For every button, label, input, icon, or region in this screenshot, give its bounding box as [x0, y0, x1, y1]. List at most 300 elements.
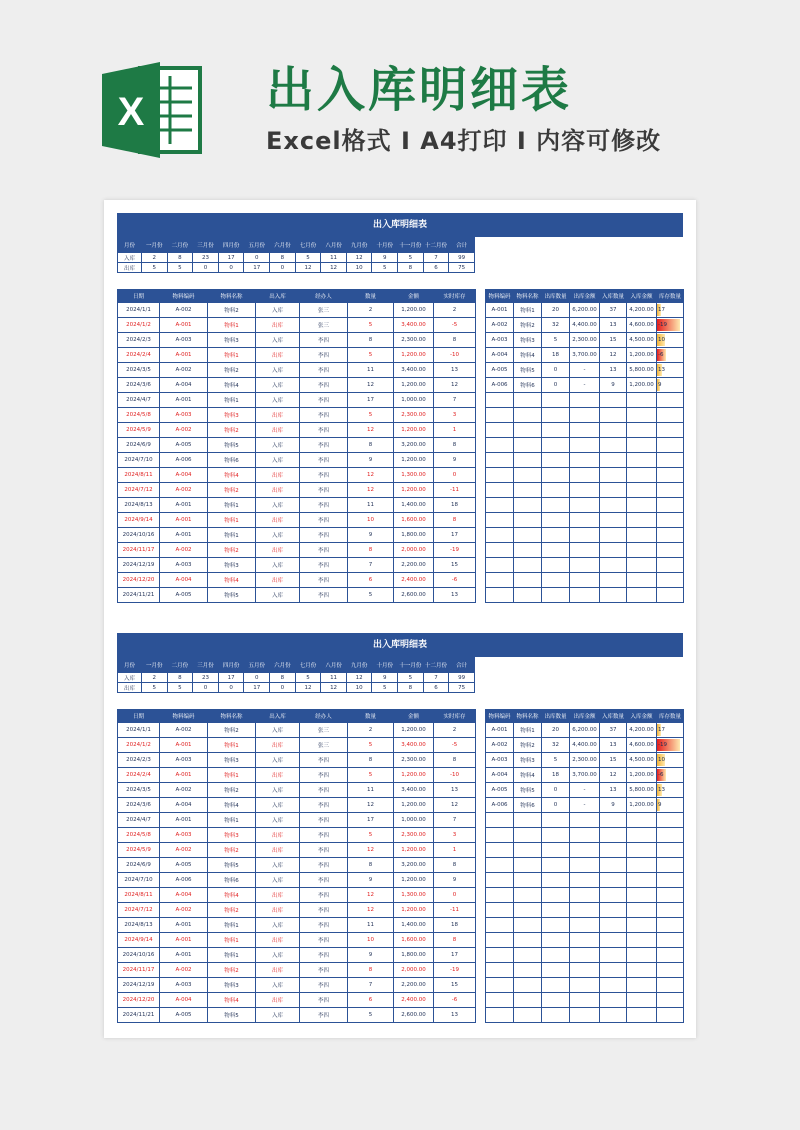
stock-cell	[570, 543, 600, 558]
detail-cell: 1,300.00	[394, 888, 434, 903]
stock-header-cell: 出库金额	[570, 710, 600, 723]
stock-cell	[657, 483, 684, 498]
page-title: 出入库明细表	[266, 62, 573, 118]
stock-cell	[570, 498, 600, 513]
detail-cell: 9	[348, 453, 394, 468]
detail-row	[118, 933, 476, 948]
stock-cell: 4,600.00	[627, 318, 657, 333]
stock-cell	[486, 483, 514, 498]
summary-cell: 9	[372, 253, 398, 263]
detail-cell: 8	[348, 963, 394, 978]
detail-cell: 李四	[300, 828, 348, 843]
summary-header-cell: 三月份	[193, 658, 219, 673]
detail-cell: -5	[434, 318, 476, 333]
detail-cell: 李四	[300, 453, 348, 468]
stock-cell	[514, 468, 542, 483]
detail-cell: 出库	[256, 573, 300, 588]
stock-cell	[514, 483, 542, 498]
detail-header-cell: 出入库	[256, 710, 300, 723]
stock-cell	[570, 963, 600, 978]
detail-cell: 物料3	[208, 978, 256, 993]
stock-cell	[486, 888, 514, 903]
summary-header-cell: 十月份	[372, 658, 398, 673]
stock-cell	[542, 423, 570, 438]
detail-cell: 2024/10/16	[118, 528, 160, 543]
detail-cell: 2024/4/7	[118, 393, 160, 408]
detail-cell: 2,200.00	[394, 978, 434, 993]
detail-cell: 入库	[256, 798, 300, 813]
stock-cell	[542, 858, 570, 873]
detail-cell: 物料1	[208, 948, 256, 963]
stock-row	[486, 438, 684, 453]
detail-cell: 18	[434, 498, 476, 513]
detail-cell: A-001	[160, 498, 208, 513]
summary-cell: 5	[295, 253, 321, 263]
stock-cell	[600, 888, 627, 903]
detail-cell: 入库	[256, 918, 300, 933]
detail-cell: 12	[434, 378, 476, 393]
detail-cell: 8	[348, 858, 394, 873]
stock-cell	[542, 903, 570, 918]
stock-cell: 4,200.00	[627, 303, 657, 318]
stock-cell: -	[570, 783, 600, 798]
detail-cell: 2024/10/16	[118, 948, 160, 963]
detail-cell: A-004	[160, 573, 208, 588]
detail-cell: A-001	[160, 348, 208, 363]
detail-cell: 15	[434, 978, 476, 993]
detail-cell: A-001	[160, 318, 208, 333]
stock-cell: 4,400.00	[570, 738, 600, 753]
stock-row	[486, 543, 684, 558]
stock-row	[486, 333, 684, 348]
stock-row	[486, 558, 684, 573]
detail-cell: 入库	[256, 1008, 300, 1023]
stock-row	[486, 318, 684, 333]
stock-cell: 物料1	[514, 723, 542, 738]
detail-cell: 2024/11/17	[118, 543, 160, 558]
detail-cell: 物料5	[208, 858, 256, 873]
detail-cell: 12	[348, 888, 394, 903]
stock-cell: 9	[600, 798, 627, 813]
detail-cell: 2024/8/11	[118, 468, 160, 483]
detail-cell: 物料2	[208, 363, 256, 378]
detail-cell: 12	[348, 378, 394, 393]
stock-header-cell: 出库金额	[570, 290, 600, 303]
stock-cell	[627, 498, 657, 513]
summary-cell: 17	[244, 263, 270, 273]
detail-cell: 2,400.00	[394, 993, 434, 1008]
stock-cell: 13	[600, 783, 627, 798]
stock-cell	[657, 798, 684, 813]
summary-cell: 12	[295, 683, 321, 693]
detail-cell: A-003	[160, 408, 208, 423]
stock-cell	[600, 468, 627, 483]
detail-cell: 2024/2/4	[118, 768, 160, 783]
stock-cell	[514, 978, 542, 993]
stock-cell	[542, 468, 570, 483]
detail-cell: 2024/6/9	[118, 858, 160, 873]
stock-cell	[514, 993, 542, 1008]
detail-cell: 物料5	[208, 588, 256, 603]
stock-cell	[570, 813, 600, 828]
detail-cell: 1,200.00	[394, 423, 434, 438]
stock-row	[486, 393, 684, 408]
detail-cell: 5	[348, 738, 394, 753]
stock-cell	[600, 918, 627, 933]
detail-cell: 12	[434, 798, 476, 813]
detail-cell: 入库	[256, 978, 300, 993]
stock-row	[486, 918, 684, 933]
stock-cell	[600, 963, 627, 978]
stock-cell	[657, 903, 684, 918]
stock-cell: 13	[600, 318, 627, 333]
stock-cell	[486, 873, 514, 888]
stock-row	[486, 888, 684, 903]
stock-row	[486, 303, 684, 318]
stock-cell: 4,500.00	[627, 753, 657, 768]
stock-cell	[514, 843, 542, 858]
detail-cell: 入库	[256, 498, 300, 513]
summary-cell: 8	[270, 673, 296, 683]
detail-cell: 物料1	[208, 528, 256, 543]
summary-header-cell: 十二月份	[423, 238, 449, 253]
detail-cell: 物料5	[208, 1008, 256, 1023]
detail-cell: 1,300.00	[394, 468, 434, 483]
detail-cell: 物料2	[208, 783, 256, 798]
detail-cell: 2024/1/1	[118, 723, 160, 738]
stock-cell: 物料2	[514, 318, 542, 333]
stock-cell	[657, 408, 684, 423]
detail-row	[118, 738, 476, 753]
stock-row	[486, 528, 684, 543]
detail-cell: 物料1	[208, 918, 256, 933]
detail-cell: 物料2	[208, 303, 256, 318]
stock-cell	[486, 543, 514, 558]
stock-row	[486, 933, 684, 948]
stock-cell: 13	[600, 363, 627, 378]
stock-cell	[486, 408, 514, 423]
detail-cell: 2024/12/19	[118, 978, 160, 993]
stock-cell	[627, 513, 657, 528]
stock-cell	[570, 888, 600, 903]
detail-cell: 2,300.00	[394, 408, 434, 423]
detail-cell: 1,200.00	[394, 348, 434, 363]
detail-cell: 物料3	[208, 558, 256, 573]
detail-cell: 张三	[300, 738, 348, 753]
stock-cell: A-005	[486, 363, 514, 378]
detail-cell: A-006	[160, 453, 208, 468]
detail-cell: 8	[434, 513, 476, 528]
detail-cell: 8	[348, 543, 394, 558]
detail-cell: 李四	[300, 363, 348, 378]
stock-cell	[514, 393, 542, 408]
stock-cell: 20	[542, 303, 570, 318]
detail-cell: 李四	[300, 393, 348, 408]
detail-cell: 2024/3/6	[118, 378, 160, 393]
detail-cell: 李四	[300, 513, 348, 528]
detail-cell: 13	[434, 363, 476, 378]
summary-cell: 5	[142, 263, 168, 273]
detail-cell: 12	[348, 903, 394, 918]
detail-cell: 2024/1/1	[118, 303, 160, 318]
detail-row	[118, 423, 476, 438]
summary-cell: 5	[372, 263, 398, 273]
stock-cell	[627, 483, 657, 498]
detail-row	[118, 363, 476, 378]
stock-cell	[542, 843, 570, 858]
stock-cell	[627, 918, 657, 933]
detail-header-cell: 物料编码	[160, 290, 208, 303]
stock-row	[486, 498, 684, 513]
detail-cell: 3,200.00	[394, 858, 434, 873]
stock-cell	[627, 588, 657, 603]
stock-cell	[542, 993, 570, 1008]
stock-cell	[627, 1008, 657, 1023]
stock-cell	[657, 348, 684, 363]
detail-cell: A-001	[160, 513, 208, 528]
stock-row	[486, 588, 684, 603]
stock-cell	[542, 978, 570, 993]
detail-row	[118, 558, 476, 573]
stock-cell: 物料3	[514, 753, 542, 768]
detail-cell: 2024/12/20	[118, 993, 160, 1008]
detail-cell: 2024/1/2	[118, 738, 160, 753]
detail-cell: 9	[434, 453, 476, 468]
stock-cell: 0	[542, 783, 570, 798]
detail-cell: 1	[434, 843, 476, 858]
detail-cell: 1,400.00	[394, 498, 434, 513]
stock-cell	[514, 858, 542, 873]
summary-cell: 5	[295, 673, 321, 683]
detail-cell: 入库	[256, 723, 300, 738]
stock-cell: 5	[542, 753, 570, 768]
stock-row	[486, 798, 684, 813]
detail-cell: 1,200.00	[394, 768, 434, 783]
stock-cell	[570, 948, 600, 963]
detail-cell: 李四	[300, 978, 348, 993]
stock-cell	[486, 1008, 514, 1023]
summary-cell: 10	[346, 683, 372, 693]
detail-cell: 8	[434, 438, 476, 453]
stock-cell	[600, 498, 627, 513]
detail-cell: 2,600.00	[394, 588, 434, 603]
stock-level-value: 10	[658, 757, 665, 763]
stock-cell	[657, 768, 684, 783]
detail-cell: 2,300.00	[394, 753, 434, 768]
stock-cell	[570, 933, 600, 948]
stock-row	[486, 843, 684, 858]
detail-cell: 李四	[300, 408, 348, 423]
stock-cell	[627, 573, 657, 588]
detail-cell: 出库	[256, 828, 300, 843]
detail-cell: 李四	[300, 993, 348, 1008]
detail-header-cell: 日期	[118, 710, 160, 723]
detail-cell: 9	[348, 528, 394, 543]
detail-cell: 11	[348, 363, 394, 378]
summary-header-cell: 六月份	[270, 658, 296, 673]
stock-cell	[514, 453, 542, 468]
detail-cell: 2024/7/10	[118, 453, 160, 468]
stock-cell	[542, 813, 570, 828]
stock-cell	[627, 963, 657, 978]
detail-row	[118, 528, 476, 543]
stock-cell: 18	[542, 348, 570, 363]
summary-cell: 0	[193, 683, 219, 693]
detail-cell: 李四	[300, 333, 348, 348]
detail-cell: A-005	[160, 588, 208, 603]
detail-cell: 5	[348, 408, 394, 423]
detail-row	[118, 438, 476, 453]
stock-cell: 12	[600, 768, 627, 783]
summary-header-cell: 三月份	[193, 238, 219, 253]
detail-cell: 物料4	[208, 993, 256, 1008]
summary-cell: 75	[449, 263, 475, 273]
detail-cell: 0	[434, 468, 476, 483]
stock-cell	[486, 528, 514, 543]
detail-cell: A-001	[160, 813, 208, 828]
stock-header-cell: 入库金额	[627, 290, 657, 303]
detail-row	[118, 768, 476, 783]
stock-cell	[542, 393, 570, 408]
summary-cell: 5	[167, 683, 193, 693]
detail-cell: 2024/12/19	[118, 558, 160, 573]
detail-cell: 17	[348, 813, 394, 828]
summary-cell: 出库	[118, 263, 142, 273]
detail-cell: 1,000.00	[394, 393, 434, 408]
stock-level-value: 9	[658, 802, 662, 808]
stock-cell	[657, 993, 684, 1008]
detail-table	[117, 709, 476, 1023]
detail-cell: 6	[348, 993, 394, 1008]
stock-cell	[486, 993, 514, 1008]
stock-cell: 物料6	[514, 798, 542, 813]
stock-row	[486, 948, 684, 963]
detail-cell: 12	[348, 843, 394, 858]
stock-cell	[486, 453, 514, 468]
detail-cell: 12	[348, 468, 394, 483]
summary-cell: 入库	[118, 673, 142, 683]
detail-row	[118, 408, 476, 423]
stock-cell	[542, 543, 570, 558]
stock-row	[486, 783, 684, 798]
stock-cell: A-004	[486, 348, 514, 363]
summary-row	[118, 673, 475, 683]
detail-cell: 入库	[256, 303, 300, 318]
stock-cell: 物料3	[514, 333, 542, 348]
stock-cell	[486, 828, 514, 843]
detail-cell: 入库	[256, 453, 300, 468]
stock-cell	[600, 933, 627, 948]
stock-cell	[542, 573, 570, 588]
stock-cell: 12	[600, 348, 627, 363]
monthly-summary-table	[117, 237, 475, 273]
detail-cell: 17	[348, 393, 394, 408]
detail-cell: A-005	[160, 1008, 208, 1023]
detail-cell: 15	[434, 558, 476, 573]
stock-cell	[514, 558, 542, 573]
detail-cell: 物料1	[208, 513, 256, 528]
detail-cell: 李四	[300, 1008, 348, 1023]
detail-cell: 李四	[300, 813, 348, 828]
detail-cell: 1,400.00	[394, 918, 434, 933]
detail-cell: 入库	[256, 948, 300, 963]
detail-cell: 3,400.00	[394, 318, 434, 333]
summary-header-cell: 二月份	[167, 658, 193, 673]
summary-header-cell: 四月份	[218, 658, 244, 673]
summary-row	[118, 253, 475, 263]
stock-cell	[657, 498, 684, 513]
stock-cell	[570, 423, 600, 438]
summary-header-cell: 十一月份	[398, 238, 424, 253]
summary-row	[118, 263, 475, 273]
detail-cell: 李四	[300, 498, 348, 513]
stock-cell	[570, 828, 600, 843]
detail-cell: A-001	[160, 768, 208, 783]
summary-header-cell: 九月份	[346, 238, 372, 253]
stock-cell	[657, 918, 684, 933]
detail-cell: 李四	[300, 573, 348, 588]
stock-cell	[657, 333, 684, 348]
detail-cell: 13	[434, 588, 476, 603]
detail-row	[118, 483, 476, 498]
detail-table	[117, 289, 476, 603]
detail-header-cell: 实时库存	[434, 290, 476, 303]
stock-cell	[570, 873, 600, 888]
stock-cell	[657, 723, 684, 738]
detail-cell: 入库	[256, 873, 300, 888]
detail-cell: A-003	[160, 333, 208, 348]
detail-cell: 出库	[256, 543, 300, 558]
stock-header-cell: 物料编码	[486, 710, 514, 723]
stock-cell	[627, 993, 657, 1008]
detail-row	[118, 753, 476, 768]
stock-cell: 9	[600, 378, 627, 393]
stock-cell	[657, 843, 684, 858]
detail-cell: 5	[348, 588, 394, 603]
detail-cell: 3	[434, 408, 476, 423]
detail-cell: 2024/5/8	[118, 408, 160, 423]
stock-cell	[570, 393, 600, 408]
summary-cell: 2	[142, 673, 168, 683]
stock-cell	[657, 738, 684, 753]
detail-cell: 物料6	[208, 873, 256, 888]
detail-cell: 李四	[300, 558, 348, 573]
summary-header-cell: 八月份	[321, 238, 347, 253]
stock-cell	[486, 963, 514, 978]
stock-level-value: -6	[658, 352, 664, 358]
stock-cell	[657, 828, 684, 843]
detail-cell: 7	[434, 393, 476, 408]
detail-cell: 1,200.00	[394, 843, 434, 858]
stock-cell	[657, 543, 684, 558]
detail-cell: 18	[434, 918, 476, 933]
stock-cell	[542, 888, 570, 903]
stock-cell: A-004	[486, 768, 514, 783]
detail-cell: 8	[434, 333, 476, 348]
detail-cell: 2,300.00	[394, 828, 434, 843]
summary-header-cell: 五月份	[244, 658, 270, 673]
summary-cell: 17	[218, 673, 244, 683]
summary-cell: 7	[423, 253, 449, 263]
detail-cell: 物料4	[208, 378, 256, 393]
detail-header-cell: 物料名称	[208, 290, 256, 303]
detail-cell: 入库	[256, 558, 300, 573]
detail-row	[118, 858, 476, 873]
stock-cell: 4,600.00	[627, 738, 657, 753]
stock-cell	[514, 423, 542, 438]
stock-cell	[600, 813, 627, 828]
stock-cell	[542, 438, 570, 453]
